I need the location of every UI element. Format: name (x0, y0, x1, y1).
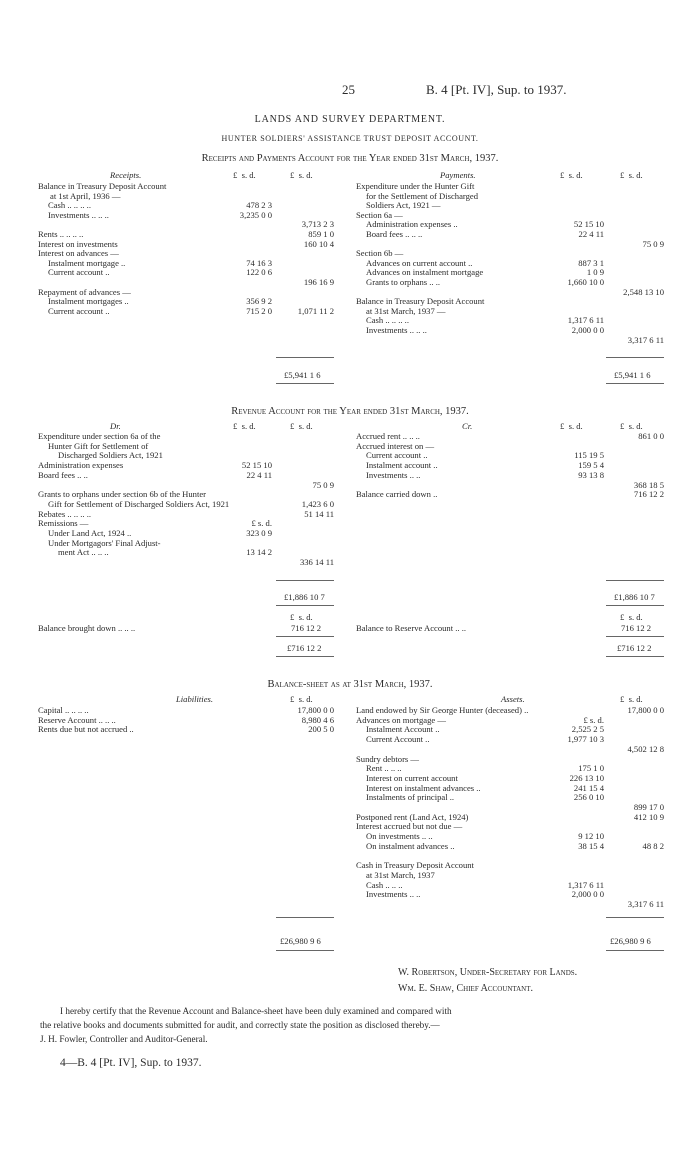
ledger-amount: 17,800 0 0 (297, 705, 334, 715)
rev-brr-total: £716 12 2 (617, 643, 652, 653)
certificate-line-3: J. H. Fowler, Controller and Auditor-General. (40, 1034, 208, 1044)
bs-rule (606, 917, 664, 918)
rev-brr-value: 716 12 2 (621, 623, 652, 633)
ledger-amount: 52 15 10 (241, 460, 272, 471)
page-code: B. 4 [Pt. IV], Sup. to 1937. (426, 82, 567, 97)
ledger-amount: 2,548 13 10 (623, 286, 664, 297)
ledger-amount: 175 1 0 (578, 763, 604, 774)
ledger-row-label: Rents due but not accrued .. (38, 724, 134, 735)
ledger-row-label: Grants to orphans .. .. (366, 277, 440, 287)
rev-rule (276, 636, 334, 637)
rev-rule (276, 580, 334, 581)
rp-right-c2-head: £ s. d. (620, 170, 643, 180)
ledger-row-label: Current account .. (366, 450, 428, 461)
bs-title: Balance-sheet as at 31st March, 1937. (267, 679, 433, 690)
ledger-row-label: Soldiers Act, 1921 — (366, 200, 441, 211)
ledger-row-label: Cash .. .. .. (366, 879, 403, 890)
rp-right-c1-head: £ s. d. (560, 170, 583, 180)
ledger-amount: 4,502 12 8 (627, 743, 664, 754)
rev-rule (606, 656, 664, 657)
ledger-row-label: Expenditure under the Hunter Gift (356, 181, 475, 191)
ledger-row-label: Cash in Treasury Deposit Account (356, 860, 474, 871)
ledger-row-label: Postponed rent (Land Act, 1924) (356, 811, 469, 822)
page-number: 25 (342, 82, 355, 97)
bs-rule (276, 950, 334, 951)
ledger-row-label: Repayment of advances — (38, 286, 131, 297)
rev-rule (276, 656, 334, 657)
ledger-amount: 200 5 0 (308, 724, 334, 735)
ledger-amount: 74 16 3 (246, 257, 272, 268)
ledger-row-label: On investments .. .. (366, 831, 433, 842)
rev-right-c2-head: £ s. d. (620, 421, 643, 431)
ledger-row-label: Discharged Soldiers Act, 1921 (58, 450, 163, 461)
ledger-row-label: Instalment account .. (366, 460, 438, 471)
bs-rule (606, 950, 664, 951)
ledger-row-label: at 1st April, 1936 — (50, 190, 121, 201)
ledger-row-label: ment Act .. .. .. (58, 547, 109, 558)
rev-brr-head: £ s. d. (620, 612, 643, 622)
ledger-amount: 226 13 10 (569, 772, 604, 783)
ledger-row-label: at 31st March, 1937 — (366, 305, 446, 316)
ledger-amount: 160 10 4 (303, 238, 334, 249)
rev-bbd-total: £716 12 2 (287, 643, 322, 653)
rp-rule (276, 383, 334, 384)
ledger-amount: 3,235 0 0 (239, 209, 272, 220)
ledger-row-label: Board fees .. .. .. (366, 229, 423, 239)
ledger-amount: 336 14 11 (299, 557, 334, 568)
bs-liab-col-head: £ s. d. (290, 694, 313, 704)
ledger-amount: 2,525 2 5 (571, 724, 604, 735)
rp-left-c2-head: £ s. d. (290, 170, 313, 180)
bs-asset-total: £26,980 9 6 (610, 936, 651, 946)
ledger-amount: 2,000 0 0 (571, 325, 604, 335)
ledger-row-label: Balance in Treasury Deposit Account (38, 181, 167, 191)
ledger-row-label: Hunter Gift for Settlement of (48, 440, 149, 451)
ledger-amount: 478 2 3 (246, 200, 272, 211)
rp-left-c1-head: £ s. d. (233, 170, 256, 180)
ledger-amount: 159 5 4 (578, 460, 604, 471)
rev-left-c1-head: £ s. d. (233, 421, 256, 431)
rev-bbd-label: Balance brought down .. .. .. (38, 623, 136, 633)
ledger-row-label: Interest on current account (366, 772, 458, 783)
ledger-amount: 2,000 0 0 (571, 889, 604, 900)
rev-rule (606, 605, 664, 606)
rp-payments-head: Payments. (440, 170, 476, 180)
bs-assets-head: Assets. (501, 694, 525, 704)
ledger-row-label: Accrued interest on — (356, 440, 435, 451)
ledger-amount: 1,317 6 11 (567, 879, 604, 890)
rev-right-c1-head: £ s. d. (560, 421, 583, 431)
rp-right-total: £5,941 1 6 (614, 370, 651, 380)
rev-bbd-value: 716 12 2 (291, 623, 322, 633)
rev-bbd-head: £ s. d. (290, 612, 313, 622)
dept-title: LANDS AND SURVEY DEPARTMENT. (254, 114, 446, 125)
rev-left-total: £1,886 10 7 (284, 592, 325, 602)
ledger-amount: 859 1 0 (308, 229, 334, 239)
ledger-amount: 1 0 9 (586, 267, 604, 278)
footer-code: 4—B. 4 [Pt. IV], Sup. to 1937. (60, 1057, 202, 1069)
ledger-amount: 75 0 9 (642, 238, 664, 249)
ledger-row-label: at 31st March, 1937 (366, 869, 435, 880)
ledger-row-label: Investments .. .. (366, 889, 421, 900)
ledger-amount: 22 4 11 (246, 469, 272, 480)
ledger-row-label: Gift for Settlement of Discharged Soldiers Act, 1921 (48, 498, 230, 509)
ledger-amount: £ s. d. (583, 714, 604, 725)
ledger-row-label: Current account .. (48, 305, 110, 316)
bs-assets-col-head: £ s. d. (620, 694, 643, 704)
ledger-amount: 412 10 9 (633, 811, 664, 822)
rp-receipts-head: Receipts. (110, 170, 142, 180)
ledger-row-label: Under Land Act, 1924 .. (48, 528, 132, 538)
bs-rule (276, 917, 334, 918)
ledger-row-label: Expenditure under section 6a of the (38, 431, 161, 441)
ledger-row-label: Advances on current account .. (366, 257, 473, 268)
ledger-row-label: Balance carried down .. (356, 489, 438, 500)
ledger-row-label: for the Settlement of Discharged (366, 190, 479, 201)
ledger-row-label: Balance in Treasury Deposit Account (356, 296, 485, 307)
ledger-amount: 368 18 5 (633, 479, 664, 490)
ledger-row-label: Sundry debtors — (356, 753, 420, 764)
ledger-row-label: Section 6b — (356, 248, 404, 259)
bs-liab-total: £26,980 9 6 (280, 936, 321, 946)
rp-rule (606, 357, 664, 358)
rev-rule (606, 580, 664, 581)
certificate-line-1: I hereby certify that the Revenue Account and Balance-sheet have been duly examined and compared with (60, 1006, 452, 1016)
rev-title: Revenue Account for the Year ended 31st March, 1937. (231, 406, 469, 417)
ledger-amount: 48 8 2 (642, 840, 664, 851)
rp-rule (606, 383, 664, 384)
rev-rule (276, 605, 334, 606)
rev-cr-head: Cr. (462, 421, 473, 431)
ledger-amount: 256 0 10 (573, 792, 604, 803)
rp-rule (276, 357, 334, 358)
ledger-amount: 75 0 9 (312, 479, 334, 490)
ledger-amount: 13 14 2 (246, 547, 272, 558)
ledger-amount: 1,071 11 2 (297, 305, 334, 316)
rev-left-c2-head: £ s. d. (290, 421, 313, 431)
rp-left-total: £5,941 1 6 (284, 370, 321, 380)
ledger-row-label: Rents .. .. .. .. (38, 229, 84, 239)
rev-rule (606, 636, 664, 637)
ledger-row-label: Grants to orphans under section 6b of the Hunter (38, 489, 207, 500)
ledger-amount: 3,317 6 11 (627, 334, 664, 345)
ledger-amount: 196 16 9 (303, 277, 334, 287)
ledger-row-label: Remissions — (38, 518, 89, 529)
rev-brr-label: Balance to Reserve Account .. .. (356, 623, 467, 633)
ledger-row-label: Investments .. .. (366, 469, 421, 480)
ledger-row-label: Cash .. .. .. .. (48, 200, 91, 211)
ledger-row-label: Rent .. .. .. (366, 763, 402, 774)
ledger-row-label: Board fees .. .. (38, 469, 88, 480)
ledger-amount: 1,660 10 0 (567, 277, 604, 287)
ledger-row-label: Instalment mortgage .. (48, 257, 126, 268)
certificate-line-2: the relative books and documents submitted for audit, and correctly state the position as disclosed thereby.— (40, 1020, 440, 1030)
ledger-amount: 115 19 5 (574, 450, 604, 461)
ledger-amount: 9 12 10 (578, 831, 604, 842)
bs-liab-head: Liabilities. (176, 694, 214, 704)
ledger-amount: 122 0 6 (246, 267, 272, 278)
ledger-amount: 93 13 8 (578, 469, 604, 480)
ledger-amount: 323 0 9 (246, 528, 272, 538)
ledger-amount: 716 12 2 (633, 489, 664, 500)
ledger-amount: 715 2 0 (246, 305, 272, 316)
ledger-row-label: Current account .. (48, 267, 110, 278)
ledger-amount: 1,317 6 11 (567, 315, 604, 326)
ledger-amount: 899 17 0 (633, 802, 664, 812)
ledger-row-label: Interest on investments (38, 238, 118, 249)
ledger-row-label: Section 6a — (356, 209, 403, 220)
ledger-row-label: Instalments of principal .. (366, 792, 455, 803)
ledger-row-label: Current Account .. (366, 734, 430, 745)
ledger-row-label: Capital .. .. .. .. (38, 705, 89, 715)
ledger-row-label: Administration expenses (38, 460, 124, 471)
ledger-amount: 51 14 11 (304, 508, 334, 519)
ledger-amount: 8,980 4 6 (301, 714, 334, 725)
ledger-row-label: Interest accrued but not due — (356, 821, 463, 832)
ledger-row-label: Instalment Account .. (366, 724, 440, 735)
ledger-row-label: Investments .. .. .. (48, 209, 109, 220)
ledger-amount: 887 3 1 (578, 257, 604, 268)
ledger-amount: 356 9 2 (246, 296, 272, 307)
ledger-row-label: Investments .. .. .. (366, 325, 427, 335)
ledger-amount: 38 15 4 (578, 840, 604, 851)
ledger-row-label: Under Mortgagors' Final Adjust- (48, 537, 161, 548)
ledger-row-label: Reserve Account .. .. .. (38, 714, 116, 725)
ledger-amount: 3,713 2 3 (301, 219, 334, 230)
ledger-row-label: Administration expenses .. (366, 219, 458, 230)
ledger-amount: 17,800 0 0 (627, 705, 664, 715)
ledger-row-label: Interest on instalment advances .. (366, 782, 481, 793)
ledger-row-label: Rebates .. .. .. .. (38, 508, 91, 519)
ledger-row-label: Land endowed by Sir George Hunter (deceased) .. (356, 705, 529, 715)
ledger-amount: 1,423 6 0 (301, 498, 334, 509)
ledger-row-label: Advances on mortgage — (356, 714, 446, 725)
ledger-amount: 22 4 11 (578, 229, 604, 239)
ledger-amount: 861 0 0 (638, 431, 664, 441)
ledger-row-label: On instalment advances .. (366, 840, 455, 851)
signature-accountant: Wm. E. Shaw, Chief Accountant. (398, 983, 533, 994)
rev-dr-head: Dr. (110, 421, 121, 431)
ledger-amount: 241 15 4 (573, 782, 604, 793)
ledger-row-label: Interest on advances — (38, 248, 119, 259)
ledger-row-label: Accrued rent .. .. .. (356, 431, 420, 441)
ledger-row-label: Advances on instalment mortgage (366, 267, 484, 278)
ledger-amount: 3,317 6 11 (627, 899, 664, 909)
rev-right-total: £1,886 10 7 (614, 592, 655, 602)
rp-title: Receipts and Payments Account for the Year ended 31st March, 1937. (201, 153, 499, 164)
ledger-amount: 1,977 10 3 (567, 734, 604, 745)
ledger-amount: £ s. d. (251, 518, 272, 529)
ledger-amount: 52 15 10 (573, 219, 604, 230)
ledger-row-label: Cash .. .. .. .. (366, 315, 409, 326)
account-title: HUNTER SOLDIERS' ASSISTANCE TRUST DEPOSIT ACCOUNT. (221, 134, 479, 143)
signature-under-secretary: W. Robertson, Under-Secretary for Lands. (398, 967, 578, 978)
ledger-row-label: Instalment mortgages .. (48, 296, 129, 307)
